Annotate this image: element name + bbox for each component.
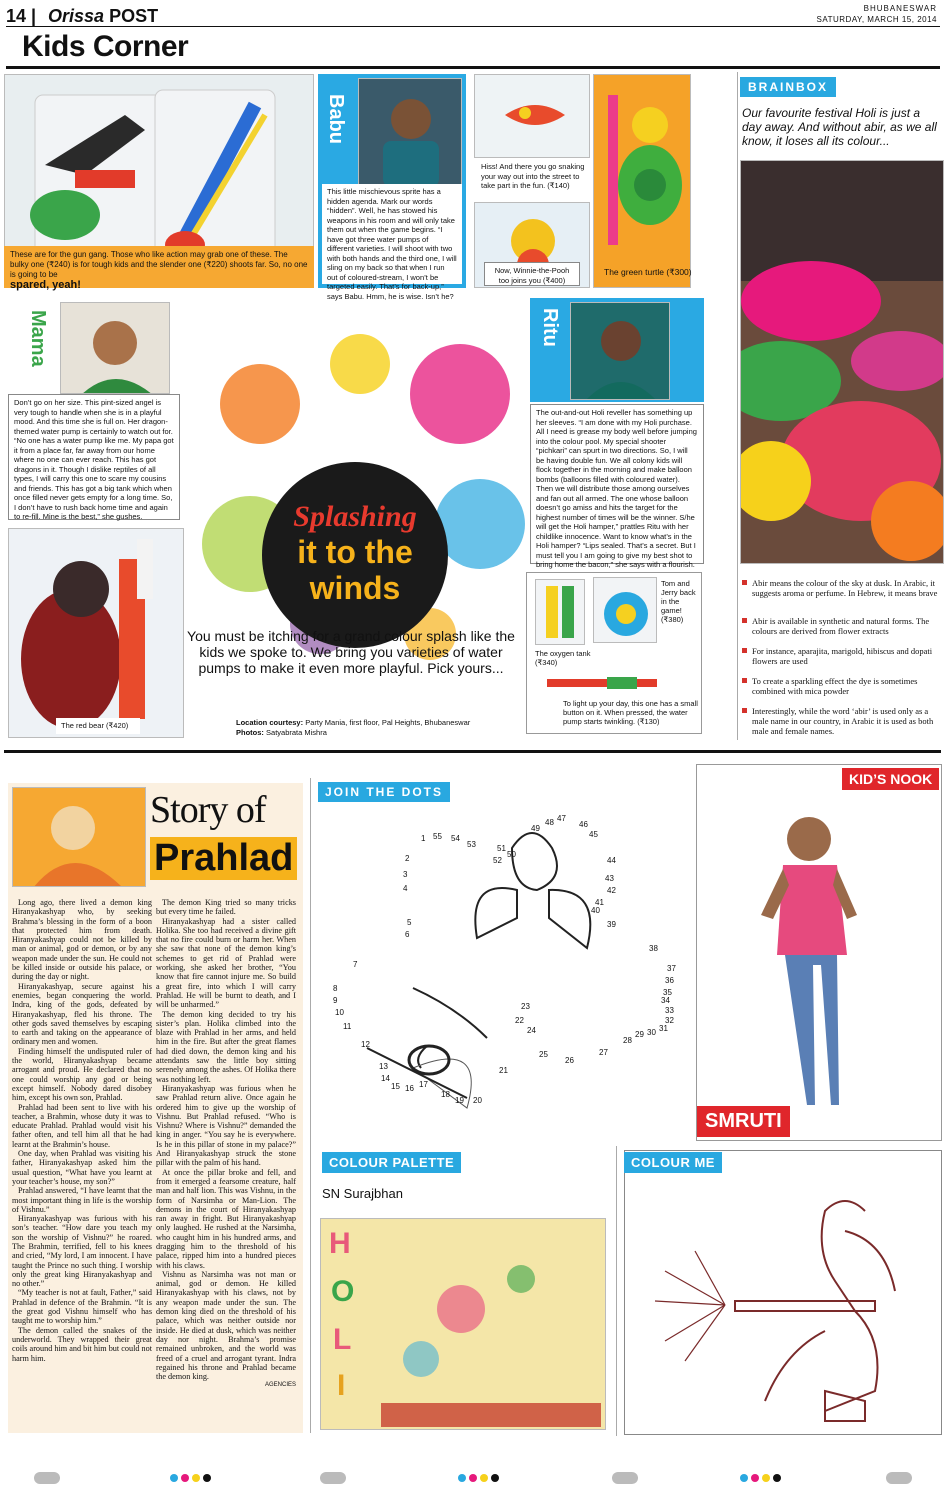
dot-number: 10	[335, 1008, 344, 1017]
dot-number: 5	[407, 918, 412, 927]
column-divider	[616, 1146, 617, 1436]
colour-palette-tag: COLOUR PALETTE	[322, 1152, 461, 1173]
dot-number: 1	[421, 834, 426, 843]
dot-number: 42	[607, 886, 616, 895]
cmyk-dot	[458, 1474, 466, 1482]
turtle-caption: The green turtle (₹300)	[604, 267, 692, 277]
cmyk-dot	[181, 1474, 189, 1482]
dot-number: 17	[419, 1080, 428, 1089]
dot-number: 40	[591, 906, 600, 915]
city: BHUBANESWAR	[863, 4, 937, 13]
gun-caption: These are for the gun gang. Those who like action may grab one of these. The bulky one (₹240) is for tough kids and the slender one (₹220) shoots far. So, no one is going to be spared, yeah!	[4, 246, 314, 288]
dot-number: 48	[545, 818, 554, 827]
babu-photo	[358, 78, 462, 186]
light-pump-caption: To light up your day, this one has a small button on it. When pressed, the water pump starts twinkling. (₹130)	[563, 699, 698, 726]
dot-number: 26	[565, 1056, 574, 1065]
headline-line-2: it to the	[297, 534, 413, 570]
mama-panel	[4, 302, 184, 394]
dot-number: 7	[353, 960, 358, 969]
abir-fact: To create a sparkling effect the dye is sometimes combined with mica powder	[742, 676, 942, 696]
dot-number: 46	[579, 820, 588, 829]
story-paragraph: Vishnu as Narsimha was not man or animal, god or demon. He killed Hiranyakashyap with his claws, not by any weapon made under the sun. The demon king died on the threshold of his palace, which was neither outside nor inside. He died at dusk, which was neither day nor night. Brahma’s promise remained unbroken, and the world was freed of a cruel and arrogant tyrant. Indra regained his throne and Prahlad became the demon king.	[156, 1269, 296, 1382]
palette-artist-name: SN Surajbhan	[322, 1186, 403, 1201]
dot-number: 43	[605, 874, 614, 883]
dot-number: 15	[391, 1082, 400, 1091]
dot-number: 30	[647, 1028, 656, 1037]
holi-letter: L	[333, 1323, 352, 1356]
dot-number: 31	[659, 1024, 668, 1033]
feature-area	[0, 74, 737, 740]
column-divider	[310, 778, 311, 1433]
masthead-rule-top	[6, 26, 940, 27]
headline-circle	[262, 462, 448, 648]
holi-letter: O	[331, 1275, 355, 1308]
dot-number: 13	[379, 1062, 388, 1071]
story-paragraph: Hiranyakashyap, secure against his enemies, began conquering the world. Indra, king of the gods, defeated by Hiranyakashyap, fled his throne. The other gods saved themselves by escaping to earth and taking on the appearance of ordinary men and women.	[12, 981, 152, 1047]
registration-mark	[612, 1472, 638, 1484]
page-number: 14 |	[6, 6, 37, 26]
dot-number: 23	[521, 1002, 530, 1011]
headline-line-3: winds	[309, 570, 401, 606]
story-paragraph: Hiranyakashyap was furious with his son’s teacher. “How dare you teach my son the worship of Vishnu?” he roared. The Brahmin, terrified, fell to his knees and cried, “My lord, I am innocent. I have taught the Prince no such thing. I worship only the great king Hiranyakashyap and no other.”	[12, 1214, 152, 1289]
dot-number: 3	[403, 870, 408, 879]
dot-number: 49	[531, 824, 540, 833]
tom-jerry-photo	[593, 577, 657, 643]
colour-me-panel	[624, 1150, 942, 1435]
story-paragraph: Long ago, there lived a demon king Hiranyakashyap who, by seeking Brahma’s blessing in the form of a boon that protected him from death. Hiranyakashyap could not be killed by man or animal, god or demon, or by any weapon made under the sun. He could not be killed inside or outside his palace, or during the day or night.	[12, 898, 152, 982]
dot-number: 22	[515, 1016, 524, 1025]
story-paragraph: Prahlad answered, “I have learnt that the most important thing in life is the worship of Vishnu.”	[12, 1186, 152, 1214]
dot-number: 4	[403, 884, 408, 893]
pooh-caption: Now, Winnie-the-Pooh too joins you (₹400)	[484, 262, 580, 286]
abir-photo	[740, 160, 944, 564]
turtle-photo	[593, 74, 691, 288]
pump-box	[526, 572, 702, 734]
dot-number: 9	[333, 996, 338, 1005]
mama-photo	[60, 302, 170, 394]
dot-number: 45	[589, 830, 598, 839]
babu-text: This little mischievous sprite has a hidden agenda. Mark our words “hidden”. Well, he has stowed his weapons in his room and will only take them out when the game begins. “I have got three water pumps of different varieties. I will shoot with two with both hands and the third one, I will sling on my back so that when I run out of coloured-stream, I won’t be targeted easily. That’s for back-up,” says Babu. Hmm, he is wise. Isn’t he?	[322, 184, 462, 284]
cmyk-dot	[203, 1474, 211, 1482]
cmyk-dot	[170, 1474, 178, 1482]
dot-number: 11	[343, 1022, 352, 1031]
story-paragraph: At once the pillar broke and fell, and from it emerged a fearsome creature, half man and half lion. This was Vishnu, in the form of Narsimha or Man-Lion. The demons in the court of Hiranyakashyap ran away in fright. But Hiranyakashyap only laughed. He rushed at the Narsimha, who caught him in his hundred arms, and dragging him to the threshold of his palace, ripped him into a hundred pieces with his claws.	[156, 1167, 296, 1270]
story-paragraph: Hiranyakashyap was furious when he saw Prahlad return alive. Once again he ordered him to give up the worship of Vishnu. But Prahlad refused. “Who is Vishnu? Where is Vishnu?” demanded the king in anger. “You say he is everywhere. Is he in this pillar of stone in my palace?” And Hiranyakashyap struck the stone pillar with the palm of his hand.	[156, 1083, 296, 1168]
dot-number: 36	[665, 976, 674, 985]
cmyk-dot	[192, 1474, 200, 1482]
babu-label: Babu	[325, 94, 347, 144]
masthead	[0, 0, 945, 72]
dot-number: 55	[433, 832, 442, 841]
cmyk-dot	[480, 1474, 488, 1482]
brainbox-intro: Our favourite festival Holi is just a day away. And without abir, as we all know, it loses all its colour...	[742, 106, 937, 148]
publication-name: Orissa POST	[48, 6, 159, 26]
holi-letter: H	[329, 1227, 351, 1260]
prahlad-illustration	[12, 787, 146, 887]
abir-fact: Abir means the colour of the sky at dusk. In Arabic, it suggests aroma or perfume. In Hebrew, it means brave	[742, 578, 942, 598]
brainbox-divider	[737, 72, 738, 740]
oxygen-caption: The oxygen tank (₹340)	[535, 649, 591, 667]
story-paragraph: The demon King tried so many tricks but every time he failed.	[156, 898, 296, 917]
dot-number: 33	[665, 1006, 674, 1015]
registration-mark	[34, 1472, 60, 1484]
smruti-name-label: SMRUTI	[697, 1106, 790, 1137]
credits: Location courtesy: Party Mania, first floor, Pal Heights, Bhubaneswar Photos: Satyabrata Mishra	[236, 718, 471, 737]
brainbox-tag: BRAINBOX	[740, 77, 836, 97]
dot-number: 19	[455, 1096, 464, 1105]
headline-line-1: Splashing	[293, 500, 417, 533]
snake-gun-photo	[474, 74, 590, 158]
story-paragraph: The demon called the snakes of the underworld. They wrapped their great coils around him and bit him but could not harm him.	[12, 1325, 152, 1363]
cmyk-dot	[491, 1474, 499, 1482]
masthead-rule-bottom	[6, 66, 940, 69]
kids-nook-panel	[696, 764, 942, 1141]
dot-number: 20	[473, 1096, 482, 1105]
story-paragraph: One day, when Prahlad was visiting his father, Hiranyakashyap asked him the usual question, “What have you learnt at your teacher’s house, my son?”	[12, 1149, 152, 1186]
abir-fact: For instance, aparajita, marigold, hibiscus and dopati flowers are used	[742, 646, 942, 666]
dot-number: 18	[441, 1090, 450, 1099]
dot-number: 51	[497, 844, 506, 853]
dot-number: 25	[539, 1050, 548, 1059]
join-dots-tag: JOIN THE DOTS	[318, 782, 450, 802]
smruti-photo	[697, 765, 943, 1142]
story-paragraph: Hiranyakashyap had a sister called Holika. She too had received a divine gift that no fire could burn or harm her. When she saw that none of the demon king’s schemes to get rid of Prahlad were working, she asked her brother, “You know that fire cannot injure me. So build a great fire, into which I will carry Prahlad. He will be burnt to death, and I will be unharmed.”	[156, 916, 296, 1010]
light-pump-photo	[547, 673, 667, 693]
dot-number: 27	[599, 1048, 608, 1057]
dot-number: 32	[665, 1016, 674, 1025]
cmyk-dot	[740, 1474, 748, 1482]
dot-number: 14	[381, 1074, 390, 1083]
cmyk-dot	[469, 1474, 477, 1482]
dot-number: 37	[667, 964, 676, 973]
dot-number: 50	[507, 850, 516, 859]
hiss-text: Hiss! And there you go snaking your way out into the street to take part in the fun. (₹140)	[476, 159, 592, 199]
dot-number: 39	[607, 920, 616, 929]
dot-number: 8	[333, 984, 338, 993]
story-paragraph: Finding himself the undisputed ruler of the world, Hiranyakashyap became arrogant and proud. He declared that no one could worship any god or being except himself. Nobody dared disobey him, except his own son, Prahlad.	[12, 1046, 152, 1103]
agencies-credit: AGENCIES	[264, 1382, 296, 1389]
dot-number: 44	[607, 856, 616, 865]
holi-letter: I	[337, 1369, 346, 1402]
registration-mark	[320, 1472, 346, 1484]
colour-me-tag: COLOUR ME	[624, 1152, 722, 1173]
dot-number: 24	[527, 1026, 536, 1035]
story-title: Story of	[150, 789, 266, 831]
story-title-name: Prahlad	[150, 837, 297, 880]
dot-number: 54	[451, 834, 460, 843]
date: SATURDAY, MARCH 15, 2014	[816, 15, 937, 24]
story-column-2	[156, 898, 296, 1391]
ritu-photo	[570, 302, 670, 400]
story-paragraph: The demon king decided to try his sister’s plan. Holika climbed into the blaze with Prahlad in her arms, and held him in the fire. But after the great flames had died down, the demon king and his attendants saw the little boy sitting serenely among the ashes. Of Holika there was nothing left.	[156, 1009, 296, 1084]
red-bear-photo	[8, 528, 184, 738]
bell-outline	[317, 778, 691, 1140]
registration-mark	[886, 1472, 912, 1484]
mama-text: Don’t go on her size. This pint-sized angel is very tough to handle when she is in a playful mood. And this time she is full on. Her dragon-themed water pump is certainly to watch out for. “No one has a water pump like me. My papa got it from a place far, far away from our home where no one can ever reach. This has got dragons in it. Though I dislike reptiles of all types, I will carry this one to scare my cousins and friends. This has got a big tank which when once filled never gets empty for a long time. So, I don’t have to rush back home time and again to re-fill. Mine is the best,” she gushes.	[8, 394, 180, 520]
dot-number: 53	[467, 840, 476, 849]
story-column-1	[12, 898, 152, 1363]
dot-number: 34	[661, 996, 670, 1005]
dot-number: 21	[499, 1066, 508, 1075]
dot-number: 52	[493, 856, 502, 865]
cmyk-dot	[773, 1474, 781, 1482]
tom-jerry-caption: Tom and Jerry back in the game! (₹380)	[661, 579, 696, 624]
intro-text: You must be itching for a grand colour splash like the kids we spoke to. We bring you varieties of water pumps to make it even more playful. Pick yours...	[187, 628, 515, 676]
dot-number: 38	[649, 944, 658, 953]
ritu-label: Ritu	[539, 308, 561, 347]
dot-number: 41	[595, 898, 604, 907]
ritu-panel	[530, 298, 704, 402]
dot-number: 28	[623, 1036, 632, 1045]
story-paragraph: Prahlad had been sent to live with his teacher, a Brahmin, whose duty it was to educate Prahlad. Prahlad would visit his father often, and tell him all that he had learnt at the Brahmin’s house.	[12, 1102, 152, 1149]
kids-nook-tag: KID’S NOOK	[842, 768, 939, 790]
dot-number: 12	[361, 1040, 370, 1049]
story-paragraph: “My teacher is not at fault, Father,” said Prahlad in defence of the Brahmin. “It is the great god Vishnu himself who has taught me to worship him.”	[12, 1288, 152, 1326]
mama-label: Mama	[27, 310, 49, 367]
dot-number: 35	[663, 988, 672, 997]
red-bear-caption: The red bear (₹420)	[56, 718, 140, 734]
cmyk-dot	[762, 1474, 770, 1482]
dot-number: 16	[405, 1084, 414, 1093]
holi-drawing	[320, 1218, 606, 1430]
cmyk-dot	[751, 1474, 759, 1482]
ritu-text: The out-and-out Holi reveller has something up her sleeves. “I am done with my Holi purchase. All I need is grease my body well before jumping into the colour pool. My special shooter “pichkari” can spurt in two directions. So, I will be having double fun. We all colony kids will flock together in the morning and make balloon bombs (balloons filled with coloured water). Then we will distribute those among ourselves and fan out all armed. The one whose balloon doesn’t go amiss and hits the target for the highest number of times will be the winner. S/he will get the Holi hamper,” prattles Ritu with her childlike innocence. Want to know what’s in the Holi hamper? “Lips sealed. That’s a secret. But I must tell you I am going to give my best shot to bring home the bacon,” she says with a flourish.	[530, 404, 704, 564]
dot-number: 29	[635, 1030, 644, 1039]
section-rule	[4, 750, 941, 753]
abir-fact: Abir is available in synthetic and natural forms. The colours are derived from flower extracts	[742, 616, 942, 636]
oxygen-tank-photo	[535, 579, 585, 645]
dot-number: 2	[405, 854, 410, 863]
join-dots-puzzle	[317, 778, 691, 1140]
abir-fact: Interestingly, while the word ‘abir’ is used only as a male name in our country, in Arabic it is used as both male and female names.	[742, 706, 942, 736]
section-title: Kids Corner	[22, 30, 189, 63]
colour-me-drawing	[625, 1151, 943, 1436]
dot-number: 47	[557, 814, 566, 823]
dot-number: 6	[405, 930, 410, 939]
